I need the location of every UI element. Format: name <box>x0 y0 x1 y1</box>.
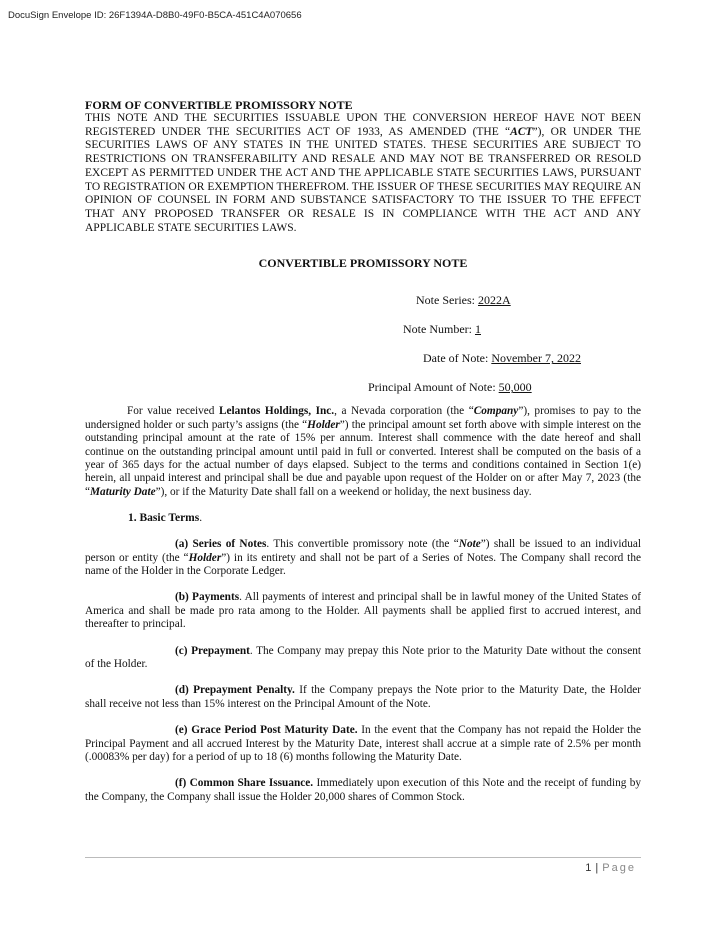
form-title: FORM OF CONVERTIBLE PROMISSORY NOTE <box>85 98 353 112</box>
page-footer <box>585 862 636 874</box>
principal-amount-value: 50,000 <box>498 380 532 395</box>
date-of-note-value: November 7, 2022 <box>491 351 581 366</box>
term-a-text-1: . This convertible promissory note (the “ <box>266 538 459 551</box>
note-number <box>403 322 641 337</box>
term-e-text: In the event that the Company has not repaid the Holder the Principal Payment and all accrued Interest by the Maturity Date, interest shall accrue at a simple rate of 2.5% per month (.00083% per day) for a period of up to 18 (6) months following the Maturity Date. <box>85 724 642 764</box>
note-series-label: Note Series: <box>416 293 478 308</box>
term-d-label: (d) Prepayment Penalty. <box>175 684 295 697</box>
term-f-label: (f) Common Share Issuance. <box>175 777 314 790</box>
page-number: 1 <box>585 862 592 874</box>
term-c-label: (c) Prepayment <box>175 644 250 657</box>
date-of-note <box>423 351 641 366</box>
note-series-value: 2022A <box>478 293 511 308</box>
maturity-date-defined-term: Maturity Date <box>90 485 156 498</box>
term-payments <box>85 591 641 631</box>
note-number-value: 1 <box>474 322 481 337</box>
holder-defined-term: Holder <box>307 418 340 431</box>
company-defined-term: Company <box>473 405 519 418</box>
intro-paragraph <box>85 405 641 499</box>
intro-text-5: ”), or if the Maturity Date shall fall on a weekend or holiday, the next business day. <box>155 485 532 498</box>
term-a-holder-term: Holder <box>188 551 222 564</box>
intro-text-3: ”), promises to pay to the undersigned holder or such party’s assigns (the “ <box>85 405 642 431</box>
term-grace-period <box>85 724 641 764</box>
term-a-text-2: ”) shall be issued to an individual person or entity (the “ <box>85 538 641 564</box>
term-b-text: . All payments of interest and principal shall be in lawful money of the United States of America and shall be made pro rata among to the Holder. All payments shall be applied first to accrued interest, and thereafter to principal. <box>85 591 641 631</box>
section-basic-terms-heading <box>128 512 641 524</box>
docusign-envelope-id: DocuSign Envelope ID: 26F1394A-D8B0-49F0-B5CA-451C4A070656 <box>8 10 302 21</box>
intro-text-4: ”) the principal amount set forth above with simple interest on the outstanding principal amount at the rate of 15% per annum. Interest shall commence with the date hereof and shall continue on the outstanding principal amount until paid in full or converted. Interest shall be computed on the basis of a year of 365 days for the actual number of days elapsed. Subject to the terms and conditions contained in Section 1(e) herein, all unpaid interest and principal shall be due and payable upon request of the Holder on or after May 7, 2023 (the “ <box>85 418 642 498</box>
note-series <box>416 293 641 308</box>
document-page <box>85 98 641 817</box>
intro-text-2: , a Nevada corporation (the “ <box>334 405 474 418</box>
securities-legend <box>85 112 641 235</box>
footer-divider <box>85 857 641 858</box>
legend-part1: THIS NOTE AND THE SECURITIES ISSUABLE UPON THE CONVERSION HEREOF HAVE NOT BEEN REGISTERED UNDER THE SECURITIES ACT OF 1933, AS AMENDED (THE “ <box>85 112 641 138</box>
section-basic-terms-period: . <box>199 512 203 525</box>
legend-act-term: ACT <box>510 125 533 138</box>
term-series-of-notes <box>85 538 641 578</box>
note-number-label: Note Number: <box>403 322 475 337</box>
term-prepayment-penalty <box>85 684 641 711</box>
term-common-share-issuance <box>85 777 641 804</box>
company-name: Lelantos Holdings, Inc. <box>218 405 335 418</box>
principal-amount <box>368 380 641 395</box>
document-title: CONVERTIBLE PROMISSORY NOTE <box>258 256 468 271</box>
date-of-note-label: Date of Note: <box>423 351 492 366</box>
principal-amount-label: Principal Amount of Note: <box>368 380 499 395</box>
term-d-text: If the Company prepays the Note prior to the Maturity Date, the Holder shall receive not less than 15% interest on the Principal Amount of the Note. <box>85 684 642 710</box>
term-f-text: Immediately upon execution of this Note and the receipt of funding by the Company, the Company shall issue the Holder 20,000 shares of Common Stock. <box>85 777 641 803</box>
term-c-text: . The Company may prepay this Note prior to the Maturity Date without the consent of the Holder. <box>85 644 641 671</box>
intro-text-1: For value received <box>127 405 219 418</box>
term-b-label: (b) Payments <box>175 591 240 604</box>
note-defined-term: Note <box>458 538 481 551</box>
term-prepayment <box>85 645 641 672</box>
page-word: Page <box>602 862 636 874</box>
term-e-label: (e) Grace Period Post Maturity Date. <box>175 724 358 737</box>
page-separator: | <box>591 862 603 874</box>
term-a-text-3: ”) in its entirety and shall not be part of a Series of Notes. The Company shall record the name of the Holder in the Corporate Ledger. <box>85 551 641 577</box>
legend-part2: ”), OR UNDER THE SECURITIES LAWS OF ANY STATES IN THE UNITED STATES. THESE SECURITIES ARE SUBJECT TO RESTRICTIONS ON TRANSFERABILITY AND RESALE AND MAY NOT BE TRANSFERRED OR RESOLD EXCEPT AS PERMITTED UNDER THE ACT AND THE APPLICABLE STATE SECURITIES LAWS, PURSUANT TO REGISTRATION OR EXEMPTION THEREFROM. THE ISSUER OF THESE SECURITIES MAY REQUIRE AN OPINION OF COUNSEL IN FORM AND SUBSTANCE SATISFACTORY TO THE ISSUER TO THE EFFECT THAT ANY PROPOSED TRANSFER OR RESALE IS IN COMPLIANCE WITH THE ACT AND ANY APPLICABLE STATE SECURITIES LAWS. <box>85 125 641 234</box>
term-a-label: (a) Series of Notes <box>175 538 267 551</box>
section-basic-terms-title: 1. Basic Terms <box>128 512 200 525</box>
